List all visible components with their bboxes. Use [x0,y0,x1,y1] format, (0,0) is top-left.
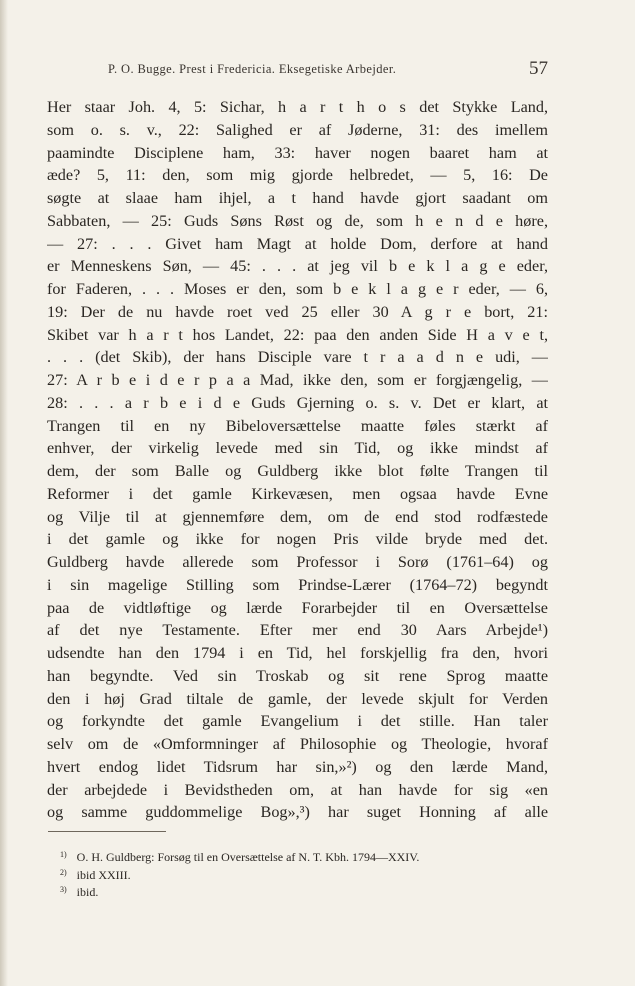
text-line: 19: Der de nu havde roet ved 25 eller 30 A g r e bort, 21: [47,302,548,321]
footnote [60,881,550,899]
footnote [60,846,550,864]
text-line: Her staar Joh. 4, 5: Sichar, h a r t h o s det Stykke Land, [47,98,548,116]
text-line: enhver, der virkelig levede med sin Tid, og ikke mindst af [47,439,548,458]
body-text [47,96,548,824]
text-line: i sin magelige Stilling som Prindse-Lærer (1764–72) begyndt [47,575,548,594]
footnote [60,864,550,882]
text-line: han begyndte. Ved sin Troskab og sit rene Sprog maatte [47,666,548,685]
text-line: paamindte Disciplene ham, 33: haver nogen baaret ham at [47,143,548,162]
text-line: Trangen til en ny Bibeloversættelse maatte føles stærkt af [47,416,548,435]
page-number: 57 [529,58,548,79]
text-line: Reformer i det gamle Kirkevæsen, men ogsaa havde Evne [47,484,548,503]
text-line: søgte at slaae ham ihjel, a t hand havde gjort saadant om [47,189,548,207]
text-line: Guldberg havde allerede som Professor i Sorø (1761–64) og [47,553,548,571]
text-line: 27: A r b e i d e r p a a Mad, ikke den, som er forgjængelig, — [47,371,548,389]
page-gutter-shadow [0,0,8,986]
text-line: som o. s. v., 22: Salighed er af Jøderne, 31: des imellem [47,120,548,139]
footnote-text: ibid XXIII. [76,867,131,882]
text-line: og forkyndte det gamle Evangelium i det stille. Han taler [47,712,548,731]
text-line: paa de vidtløftige og lærde Forarbejder til en Oversættelse [47,598,548,617]
text-line: æde? 5, 11: den, som mig gjorde helbredet, — 5, 16: De [47,166,548,185]
text-line: selv om de «Omformninger af Philosophie og Theologie, hvoraf [47,735,548,753]
text-line: den i høj Grad tiltale de gamle, der levede skjult for Verden [47,689,548,708]
text-line: . . . (det Skib), der hans Disciple vare t r a a d n e udi, — [47,348,548,367]
page-header [48,58,548,82]
text-line: og Vilje til at gjennemføre dem, om de end stod rodfæstede [47,507,548,526]
text-line: Sabbaten, — 25: Guds Søns Røst og de, som h e n d e høre, [47,211,548,230]
text-line: i det gamle og ikke for nogen Pris vilde bryde med det. [47,530,548,549]
footnote-divider [48,831,166,832]
text-line: — 27: . . . Givet ham Magt at holde Dom, derfore at hand [47,234,548,253]
footnote-mark: 2) [60,867,67,877]
footnote-text: O. H. Guldberg: Forsøg til en Oversættelse af N. T. Kbh. 1794—XXIV. [76,850,420,864]
text-line: Skibet var h a r t hos Landet, 22: paa den anden Side H a v e t, [47,325,548,344]
running-head: P. O. Bugge. Prest i Fredericia. Eksegetiske Arbejder. [108,62,397,76]
text-line: og samme guddommelige Bog»,³) har suget Honning af alle [47,803,548,822]
text-line: dem, der som Balle og Guldberg ikke blot følte Trangen til [47,462,548,480]
footnote-mark: 3) [60,885,67,894]
text-line: udsendte han den 1794 i en Tid, hel forskjellig fra den, hvori [47,644,548,662]
footnote-text: ibid. [76,885,99,899]
text-line: hvert endog lidet Tidsrum har sin,»²) og den lærde Mand, [47,757,548,776]
text-line: for Faderen, . . . Moses er den, som b e k l a g e r eder, — 6, [47,280,548,298]
footnote-mark: 1) [60,850,67,859]
text-line: er Menneskens Søn, — 45: . . . at jeg vil b e k l a g e eder, [47,257,548,276]
text-line: af det nye Testamente. Efter mer end 30 Aars Arbejde¹) [47,621,548,640]
text-line: 28: . . . a r b e i d e Guds Gjerning o. s. v. Det er klart, at [47,393,548,412]
text-line: der arbejdede i Bevidstheden om, at han havde for sig «en [47,780,548,799]
footnotes [60,846,550,899]
